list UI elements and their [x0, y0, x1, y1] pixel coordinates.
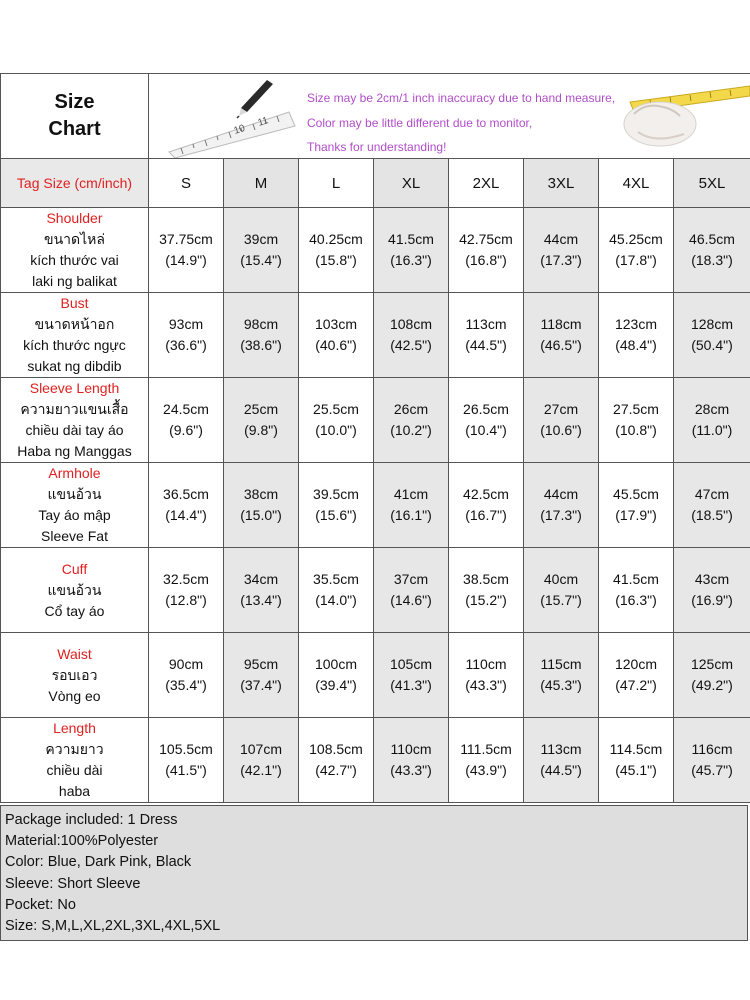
value-cm: 108.5cm — [309, 741, 363, 757]
value-inch: (14.4") — [165, 507, 207, 523]
measurement-cell — [224, 633, 299, 718]
value-inch: (10.4") — [465, 422, 507, 438]
measurement-cell — [224, 378, 299, 463]
info-size: Size: S,M,L,XL,2XL,3XL,4XL,5XL — [5, 918, 221, 935]
measurement-cell — [149, 633, 224, 718]
value-cm: 25.5cm — [313, 401, 359, 417]
measurement-cell — [374, 633, 449, 718]
measurement-cell — [299, 463, 374, 548]
measurement-cell — [674, 548, 750, 633]
measurement-cell — [374, 548, 449, 633]
measurement-cell — [674, 208, 750, 293]
value-inch: (42.5") — [390, 337, 432, 353]
value-inch: (44.5") — [540, 762, 582, 778]
size-header: XL — [374, 159, 449, 208]
measurement-translation: laki ng balikat — [32, 273, 117, 289]
value-inch: (43.9") — [465, 762, 507, 778]
measurement-name: Armhole — [48, 465, 101, 481]
measurement-cell — [674, 463, 750, 548]
value-inch: (10.8") — [615, 422, 657, 438]
value-cm: 45.5cm — [613, 486, 659, 502]
measurement-cell — [224, 463, 299, 548]
value-cm: 38.5cm — [463, 571, 509, 587]
value-cm: 110cm — [390, 741, 432, 757]
value-inch: (46.5") — [540, 337, 582, 353]
measurement-cell — [524, 293, 599, 378]
value-cm: 111.5cm — [460, 741, 512, 757]
value-cm: 27cm — [543, 401, 579, 417]
measurement-cell — [299, 378, 374, 463]
measurement-translation: haba — [58, 783, 91, 799]
value-inch: (38.6") — [240, 337, 282, 353]
value-cm: 39.5cm — [313, 486, 359, 502]
measurement-cell — [449, 718, 524, 803]
measurement-label — [1, 208, 149, 293]
value-inch: (35.4") — [165, 677, 207, 693]
measurement-row — [1, 718, 750, 803]
value-cm: 47cm — [694, 486, 730, 502]
value-inch: (16.3") — [615, 592, 657, 608]
measurement-cell — [149, 293, 224, 378]
info-package: Package included: 1 Dress — [5, 812, 178, 828]
value-inch: (14.0") — [315, 592, 357, 608]
measurement-cell — [299, 208, 374, 293]
measurement-cell — [374, 378, 449, 463]
value-cm: 105cm — [389, 656, 433, 672]
value-cm: 37cm — [393, 571, 429, 587]
value-inch: (14.6") — [390, 592, 432, 608]
measurement-cell — [149, 208, 224, 293]
value-cm: 26cm — [393, 401, 429, 417]
measurement-cell — [599, 293, 674, 378]
value-cm: 118cm — [540, 316, 582, 332]
measurement-translation: Vòng eo — [48, 687, 101, 704]
measurement-label — [1, 548, 149, 633]
measurement-row — [1, 208, 750, 293]
note-line-1: Size may be 2cm/1 inch inaccuracy due to hand measure, — [307, 91, 616, 105]
measurement-translation: Haba ng Manggas — [17, 443, 132, 459]
measurement-cell — [674, 633, 750, 718]
value-inch: (44.5") — [465, 337, 507, 353]
measurement-cell — [449, 293, 524, 378]
measurement-label — [1, 293, 149, 378]
value-cm: 110cm — [465, 656, 507, 672]
value-inch: (15.4") — [240, 252, 282, 268]
measurement-translation: kích thước vai — [30, 252, 119, 268]
value-inch: (43.3") — [390, 762, 432, 778]
measurement-cell — [524, 378, 599, 463]
measurement-cell — [599, 633, 674, 718]
value-cm: 37.75cm — [159, 231, 213, 247]
value-cm: 41.5cm — [613, 571, 659, 587]
value-cm: 100cm — [314, 656, 358, 672]
value-inch: (15.2") — [465, 592, 507, 608]
measurement-cell — [674, 378, 750, 463]
value-inch: (48.4") — [615, 337, 657, 353]
measurement-name: Bust — [60, 295, 89, 311]
measurement-translation: sukat ng dibdib — [27, 358, 122, 374]
value-inch: (15.6") — [315, 507, 357, 523]
tag-size-label: Tag Size (cm/inch) — [1, 159, 149, 208]
measurement-cell — [674, 718, 750, 803]
value-cm: 34cm — [243, 571, 279, 587]
measurement-cell — [299, 633, 374, 718]
tape-measure-hand-icon — [600, 74, 750, 158]
value-cm: 103cm — [314, 316, 358, 332]
size-header: 3XL — [524, 159, 599, 208]
measurement-cell — [599, 208, 674, 293]
value-cm: 107cm — [239, 741, 283, 757]
measurement-cell — [299, 718, 374, 803]
value-cm: 46.5cm — [689, 231, 735, 247]
value-inch: (17.9") — [615, 507, 657, 523]
value-cm: 45.25cm — [609, 231, 663, 247]
value-cm: 105.5cm — [159, 741, 213, 757]
size-chart-sheet — [0, 73, 750, 803]
size-header: M — [224, 159, 299, 208]
measurement-translation: Sleeve Fat — [41, 528, 108, 544]
value-inch: (16.1") — [390, 507, 432, 523]
measurement-cell — [224, 293, 299, 378]
title-line-1: Size — [54, 91, 95, 113]
value-inch: (42.7") — [315, 762, 357, 778]
measurement-translation: Cổ tay áo — [44, 602, 105, 619]
value-inch: (10.0") — [315, 422, 357, 438]
value-cm: 39cm — [243, 231, 279, 247]
value-inch: (13.4") — [240, 592, 282, 608]
value-inch: (16.9") — [691, 592, 733, 608]
value-cm: 98cm — [243, 316, 279, 332]
value-cm: 116cm — [691, 741, 733, 757]
measurement-row — [1, 463, 750, 548]
measurement-cell — [524, 208, 599, 293]
measurement-translation: ขนาดหน้าอก — [34, 316, 115, 332]
value-cm: 41cm — [393, 486, 429, 502]
value-cm: 42.75cm — [459, 231, 513, 247]
measurement-row — [1, 548, 750, 633]
ruler-number-11: 11 — [256, 115, 270, 129]
measurement-cell — [449, 463, 524, 548]
measurement-cell — [524, 463, 599, 548]
size-header: 4XL — [599, 159, 674, 208]
value-cm: 43cm — [694, 571, 730, 587]
value-inch: (17.3") — [540, 507, 582, 523]
size-chart-table — [0, 73, 750, 803]
value-inch: (37.4") — [240, 677, 282, 693]
measurement-translation: chiều dài — [46, 762, 103, 778]
measurement-cell — [374, 718, 449, 803]
measurement-row — [1, 633, 750, 718]
value-cm: 93cm — [168, 316, 204, 332]
measurement-cell — [299, 293, 374, 378]
measurement-cell — [149, 378, 224, 463]
value-cm: 28cm — [694, 401, 730, 417]
value-inch: (45.3") — [540, 677, 582, 693]
value-inch: (9.8") — [244, 422, 278, 438]
measurement-cell — [449, 633, 524, 718]
value-inch: (17.3") — [540, 252, 582, 268]
value-inch: (45.7") — [691, 762, 733, 778]
value-inch: (42.1") — [240, 762, 282, 778]
measurement-cell — [299, 548, 374, 633]
value-inch: (15.7") — [540, 592, 582, 608]
value-cm: 115cm — [540, 656, 582, 672]
measurement-cell — [374, 208, 449, 293]
info-sleeve: Sleeve: Short Sleeve — [5, 875, 141, 892]
measurement-cell — [149, 548, 224, 633]
info-material: Material:100%Polyester — [5, 833, 159, 850]
value-inch: (49.2") — [691, 677, 733, 693]
measurement-label — [1, 378, 149, 463]
value-cm: 42.5cm — [463, 486, 509, 502]
value-inch: (10.2") — [390, 422, 432, 438]
size-header: 5XL — [674, 159, 750, 208]
value-inch: (12.8") — [165, 592, 207, 608]
measurement-cell — [449, 378, 524, 463]
measurement-label — [1, 463, 149, 548]
value-cm: 40.25cm — [309, 231, 363, 247]
measurement-translation: Tay áo mập — [38, 507, 111, 523]
value-cm: 95cm — [243, 656, 279, 672]
value-inch: (16.7") — [465, 507, 507, 523]
measure-notes — [307, 86, 615, 159]
note-line-2: Color may be little different due to monitor, — [307, 115, 533, 130]
measurement-translation: แขนอ้วน — [47, 486, 102, 502]
value-cm: 26.5cm — [463, 401, 509, 417]
measurement-cell — [449, 548, 524, 633]
measurement-row — [1, 293, 750, 378]
value-cm: 38cm — [243, 486, 279, 502]
value-inch: (36.6") — [165, 337, 207, 353]
pen-ruler-icon — [149, 74, 299, 158]
value-cm: 41.5cm — [388, 231, 434, 247]
measurement-cell — [224, 548, 299, 633]
value-inch: (16.8") — [465, 252, 507, 268]
measurement-cell — [524, 718, 599, 803]
value-inch: (18.3") — [691, 252, 733, 268]
value-cm: 40cm — [543, 571, 579, 587]
value-cm: 36.5cm — [163, 486, 209, 502]
value-inch: (43.3") — [465, 677, 507, 693]
value-cm: 35.5cm — [313, 571, 359, 587]
value-cm: 114.5cm — [609, 741, 663, 757]
value-inch: (15.8") — [315, 252, 357, 268]
measurement-name: Cuff — [61, 560, 88, 577]
notes-banner — [149, 74, 750, 159]
value-cm: 44cm — [543, 486, 579, 502]
value-inch: (47.2") — [615, 677, 657, 693]
size-header: L — [299, 159, 374, 208]
product-info-box — [0, 805, 748, 941]
measurement-cell — [149, 463, 224, 548]
info-pocket: Pocket: No — [5, 896, 76, 913]
measurement-translation: ความยาวแขนเสื้อ — [20, 401, 129, 417]
measurement-translation: kích thước ngực — [23, 337, 126, 353]
value-inch: (18.5") — [691, 507, 733, 523]
measurement-cell — [599, 548, 674, 633]
value-inch: (11.0") — [691, 422, 733, 438]
measurement-translation: แขนอ้วน — [47, 581, 102, 598]
value-cm: 90cm — [168, 656, 204, 672]
measurement-name: Length — [53, 720, 96, 736]
value-inch: (16.3") — [390, 252, 432, 268]
measurement-cell — [224, 208, 299, 293]
value-cm: 125cm — [690, 656, 734, 672]
measurement-translation: ขนาดไหล่ — [44, 231, 105, 247]
measurement-cell — [374, 293, 449, 378]
measurement-cell — [449, 208, 524, 293]
tag-size-row — [1, 159, 750, 208]
measurement-cell — [374, 463, 449, 548]
value-inch: (41.5") — [165, 762, 207, 778]
value-cm: 123cm — [614, 316, 658, 332]
measurement-cell — [599, 463, 674, 548]
measurement-name: Sleeve Length — [29, 380, 120, 396]
measurement-cell — [674, 293, 750, 378]
measurement-cell — [524, 633, 599, 718]
value-inch: (15.0") — [240, 507, 282, 523]
size-header: S — [149, 159, 224, 208]
value-cm: 25cm — [243, 401, 279, 417]
value-cm: 24.5cm — [163, 401, 209, 417]
value-cm: 108cm — [389, 316, 433, 332]
measurement-cell — [224, 718, 299, 803]
note-line-3: Thanks for understanding! — [307, 140, 447, 154]
value-inch: (50.4") — [691, 337, 733, 353]
measurement-cell — [599, 378, 674, 463]
value-inch: (17.8") — [615, 252, 657, 268]
measurement-label — [1, 633, 149, 718]
measurement-label — [1, 718, 149, 803]
title-line-2: Chart — [48, 118, 101, 140]
value-inch: (14.9") — [165, 252, 207, 268]
value-cm: 128cm — [690, 316, 734, 332]
measurement-translation: chiều dài tay áo — [25, 422, 124, 438]
value-cm: 44cm — [543, 231, 579, 247]
ruler-number-10: 10 — [232, 122, 247, 137]
value-cm: 27.5cm — [613, 401, 659, 417]
measurement-name: Shoulder — [46, 210, 103, 226]
measurement-cell — [524, 548, 599, 633]
value-cm: 113cm — [465, 316, 507, 332]
value-cm: 120cm — [614, 656, 658, 672]
value-cm: 113cm — [540, 741, 582, 757]
size-header: 2XL — [449, 159, 524, 208]
measurement-cell — [149, 718, 224, 803]
value-inch: (10.6") — [540, 422, 582, 438]
value-inch: (39.4") — [315, 677, 357, 693]
value-inch: (9.6") — [169, 422, 203, 438]
info-color: Color: Blue, Dark Pink, Black — [5, 854, 192, 871]
measurement-row — [1, 378, 750, 463]
value-inch: (41.3") — [390, 677, 432, 693]
value-inch: (40.6") — [315, 337, 357, 353]
chart-title — [1, 74, 149, 159]
measurement-name: Waist — [57, 645, 92, 662]
measurement-translation: รอบเอว — [51, 666, 98, 683]
measurement-cell — [599, 718, 674, 803]
measurement-translation: ความยาว — [45, 741, 104, 757]
value-inch: (45.1") — [615, 762, 657, 778]
value-cm: 32.5cm — [163, 571, 209, 587]
